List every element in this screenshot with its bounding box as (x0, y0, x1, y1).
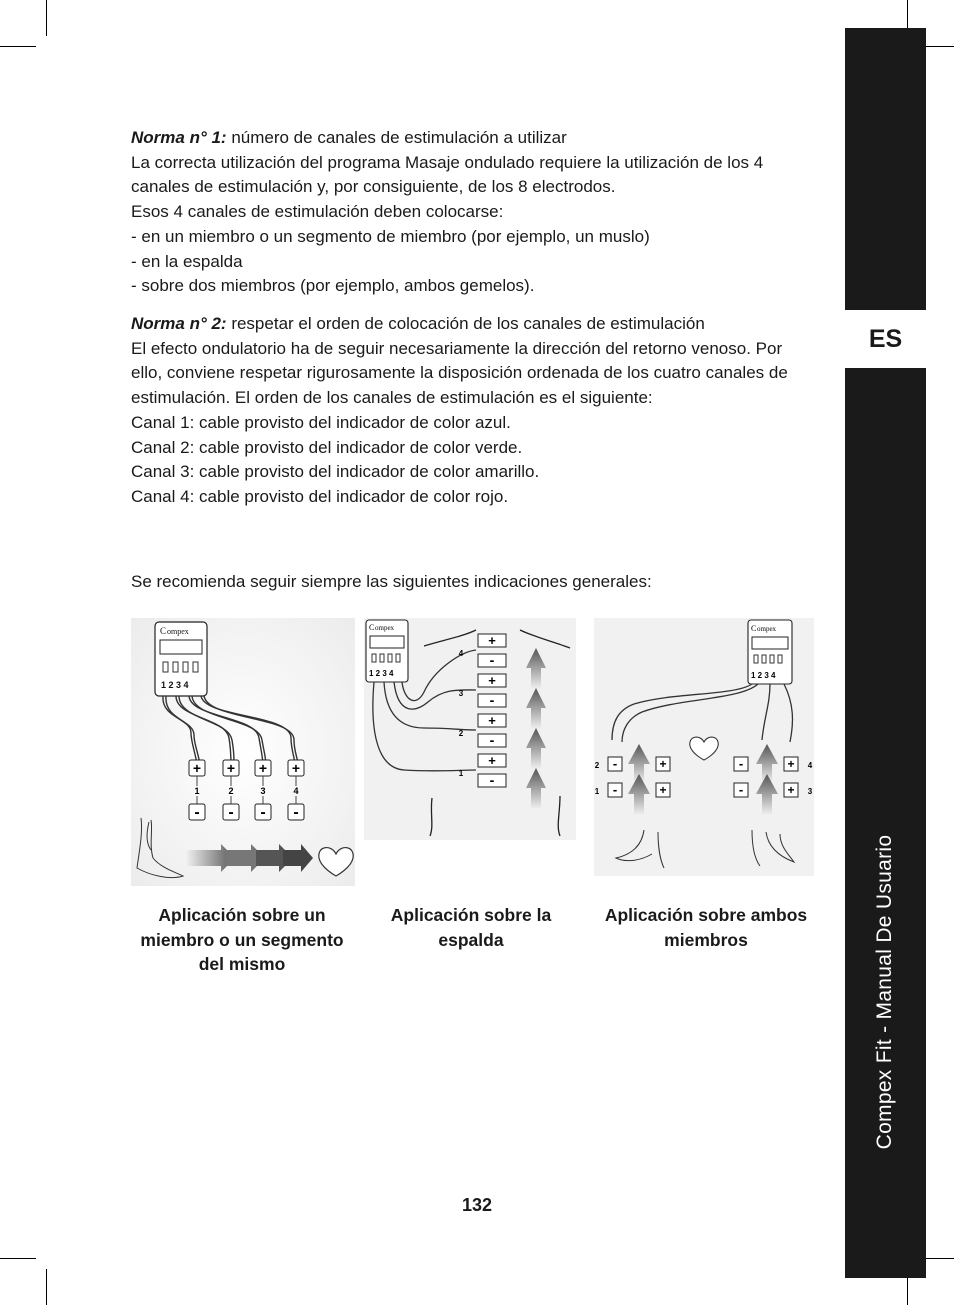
caption-line: Aplicación sobre la (390, 905, 552, 925)
svg-text:-: - (612, 756, 618, 771)
crop-mark (46, 0, 47, 36)
paragraph-line: La correcta utilización del programa Masaje ondulado requiere la utilización de los 4 (131, 152, 764, 172)
figure-limb (131, 618, 355, 886)
channel-number: 1 (194, 786, 200, 796)
norma-2-label: Norma n° 2: (131, 314, 227, 333)
svg-text:+: + (659, 757, 667, 771)
caption-back (372, 903, 570, 952)
device-brand: ompex (167, 627, 189, 636)
channel-number: 3 (807, 787, 813, 796)
channel-number: 1 (458, 769, 464, 778)
svg-text:-: - (489, 732, 495, 748)
intro-text: Se recomienda seguir siempre las siguientes indicaciones generales: (131, 572, 652, 591)
channel-number: 2 (228, 786, 234, 796)
language-tab[interactable]: ES (868, 324, 903, 353)
svg-text:+: + (787, 783, 795, 797)
channel-number: 3 (260, 786, 266, 796)
channel-number: 4 (458, 649, 464, 658)
norma-1-label: Norma n° 1: (131, 128, 227, 147)
svg-text:+: + (488, 713, 496, 728)
svg-text:-: - (228, 804, 234, 821)
svg-text:+: + (258, 760, 268, 776)
margin-tab-top (845, 28, 926, 310)
svg-text:C: C (751, 624, 757, 633)
stimulator-device (748, 620, 792, 684)
svg-text:+: + (488, 753, 496, 768)
caption-line: del mismo (198, 954, 286, 974)
norma-1-heading-text: número de canales de estimulación a utilizar (226, 128, 567, 147)
svg-text:+: + (488, 673, 496, 688)
crop-mark (0, 1258, 36, 1259)
caption-limb (121, 903, 363, 977)
paragraph-line: Canal 1: cable provisto del indicador de color azul. (131, 412, 511, 432)
channel-number: 1 (594, 787, 600, 796)
figure-back (364, 618, 576, 840)
crop-mark (0, 46, 36, 47)
svg-text:+: + (787, 757, 795, 771)
caption-line: Aplicación sobre ambos (604, 905, 808, 925)
page-number: 132 (461, 1195, 493, 1215)
norma-1-section (131, 126, 831, 299)
svg-text:+: + (192, 760, 202, 776)
paragraph-line: Canal 4: cable provisto del indicador de color rojo. (131, 486, 509, 506)
paragraph-line: Canal 3: cable provisto del indicador de color amarillo. (131, 462, 540, 482)
device-channel-labels: 1 2 3 4 (161, 680, 189, 690)
caption-line: Aplicación sobre un (158, 905, 326, 925)
device-brand: ompex (757, 625, 777, 633)
stimulator-device (155, 622, 207, 696)
svg-text:-: - (194, 804, 200, 821)
caption-line: miembro o un segmento (140, 929, 344, 950)
crop-mark (46, 1269, 47, 1305)
paragraph-line: - sobre dos miembros (por ejemplo, ambos gemelos). (131, 276, 535, 296)
svg-text:-: - (260, 804, 266, 821)
stimulator-device (366, 620, 408, 682)
svg-text:-: - (489, 652, 495, 668)
norma-1-heading (131, 126, 831, 151)
channel-number: 3 (458, 689, 464, 698)
caption-line: espalda (438, 929, 504, 950)
caption-line: miembros (664, 929, 748, 950)
paragraph-line: El efecto ondulatorio ha de seguir necesariamente la dirección del retorno venoso. Por (131, 338, 783, 358)
svg-text:-: - (612, 782, 618, 797)
norma-2-heading (131, 312, 831, 337)
channel-number: 4 (293, 786, 299, 796)
svg-text:C: C (160, 626, 167, 636)
svg-text:-: - (489, 692, 495, 708)
device-brand: ompex (375, 624, 395, 632)
manual-title-text: Compex Fit - Manual De Usuario (873, 834, 896, 1150)
channel-number: 2 (458, 729, 464, 738)
caption-both (590, 903, 822, 952)
paragraph-line: estimulación. El orden de los canales de estimulación es el siguiente: (131, 388, 653, 408)
svg-text:-: - (293, 804, 299, 821)
device-channel-labels: 1 2 3 4 (751, 671, 776, 680)
svg-text:-: - (489, 772, 495, 788)
paragraph-line: ello, conviene respetar rigurosamente la disposición ordenada de los cuatro canales de (131, 363, 788, 383)
svg-text:-: - (738, 782, 744, 797)
svg-text:+: + (488, 633, 496, 648)
svg-text:-: - (738, 756, 744, 771)
paragraph-line: - en un miembro o un segmento de miembro (por ejemplo, un muslo) (131, 226, 650, 246)
paragraph-line: Canal 2: cable provisto del indicador de color verde. (131, 437, 523, 457)
norma-2-heading-text: respetar el orden de colocación de los canales de estimulación (226, 314, 705, 333)
paragraph-line: - en la espalda (131, 251, 243, 271)
svg-text:+: + (291, 760, 301, 776)
device-channel-labels: 1 2 3 4 (369, 669, 394, 678)
norma-2-section (131, 312, 831, 510)
channel-number: 4 (807, 761, 813, 770)
figure-both-limbs (594, 618, 814, 876)
svg-text:C: C (369, 623, 375, 632)
svg-text:+: + (226, 760, 236, 776)
channel-number: 2 (594, 761, 600, 770)
svg-text:+: + (659, 783, 667, 797)
paragraph-line: canales de estimulación y, por consiguiente, de los 8 electrodos. (131, 177, 616, 197)
paragraph-line: Esos 4 canales de estimulación deben colocarse: (131, 202, 504, 222)
